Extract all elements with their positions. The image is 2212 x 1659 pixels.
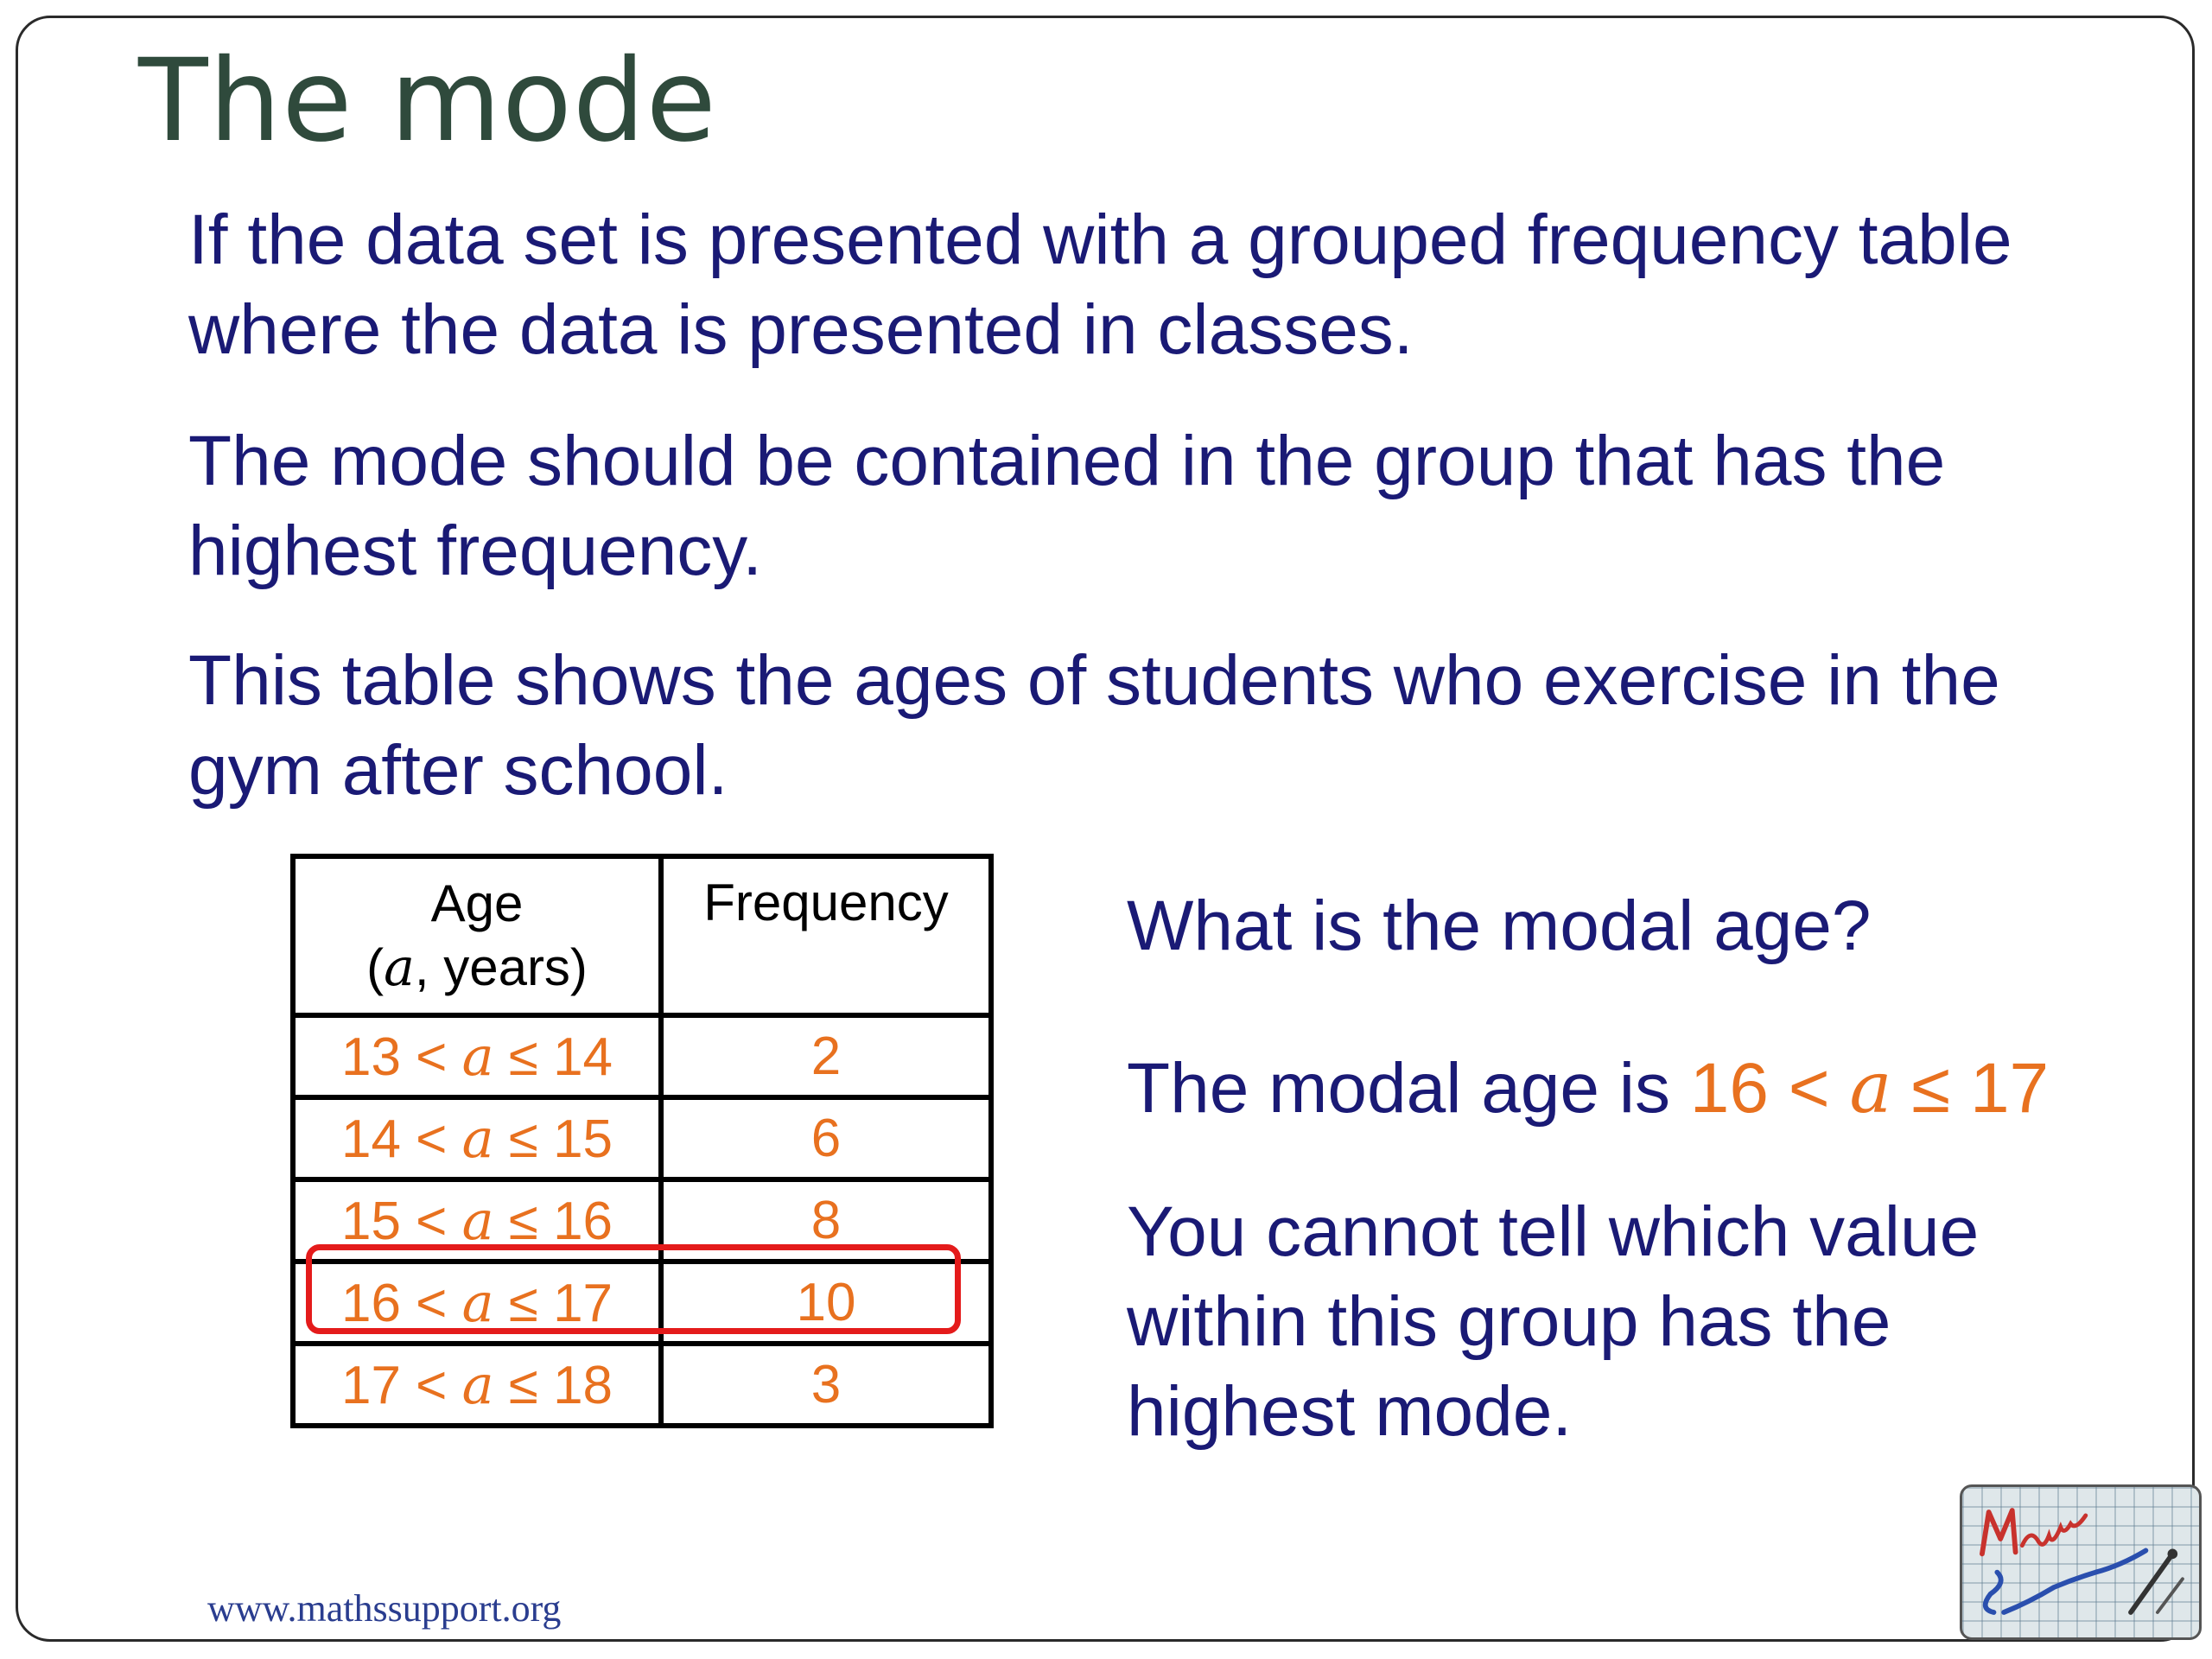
age-class-cell: 15 < a ≤ 16 — [293, 1179, 661, 1262]
frequency-cell: 10 — [661, 1262, 991, 1344]
modal-age-question: What is the modal age? — [1127, 887, 1872, 965]
age-header-label: Age — [430, 874, 524, 932]
modal-age-answer: The modal age is 16 < a ≤ 17 — [1127, 1047, 2050, 1129]
table-row — [293, 1344, 991, 1426]
modal-class-value: 16 < a ≤ 17 — [1689, 1047, 2050, 1129]
table-row — [293, 1015, 991, 1097]
frequency-column-header: Frequency — [661, 856, 991, 1015]
age-column-header — [293, 856, 661, 1015]
maths-support-logo — [1960, 1484, 2202, 1640]
age-class-cell: 17 < a ≤ 18 — [293, 1344, 661, 1426]
age-class-cell: 16 < a ≤ 17 — [293, 1262, 661, 1344]
frequency-cell: 3 — [661, 1344, 991, 1426]
age-header-unit: (a, years) — [366, 938, 588, 998]
footer-website-link[interactable]: www.mathssupport.org — [207, 1587, 562, 1630]
modal-class-highlight-box — [306, 1244, 961, 1334]
slide-title: The mode — [138, 35, 717, 168]
frequency-cell: 2 — [661, 1015, 991, 1097]
maths-support-logo-art — [1962, 1487, 2199, 1637]
mode-note: You cannot tell which value within this group has the highest mode. — [1127, 1192, 1980, 1451]
table-row — [293, 1097, 991, 1179]
age-class-cell: 14 < a ≤ 15 — [293, 1097, 661, 1179]
mode-explanation-paragraph: The mode should be contained in the group that has the highest frequency. — [188, 422, 1946, 590]
table-header-row — [293, 856, 991, 1015]
table-description-paragraph: This table shows the ages of students who exercise in the gym after school. — [188, 641, 2000, 810]
frequency-cell: 8 — [661, 1179, 991, 1262]
intro-paragraph: If the data set is presented with a grouped frequency table where the data is presented in classes. — [188, 200, 2012, 369]
grouped-frequency-table — [290, 854, 994, 1428]
age-class-cell: 13 < a ≤ 14 — [293, 1015, 661, 1097]
frequency-cell: 6 — [661, 1097, 991, 1179]
